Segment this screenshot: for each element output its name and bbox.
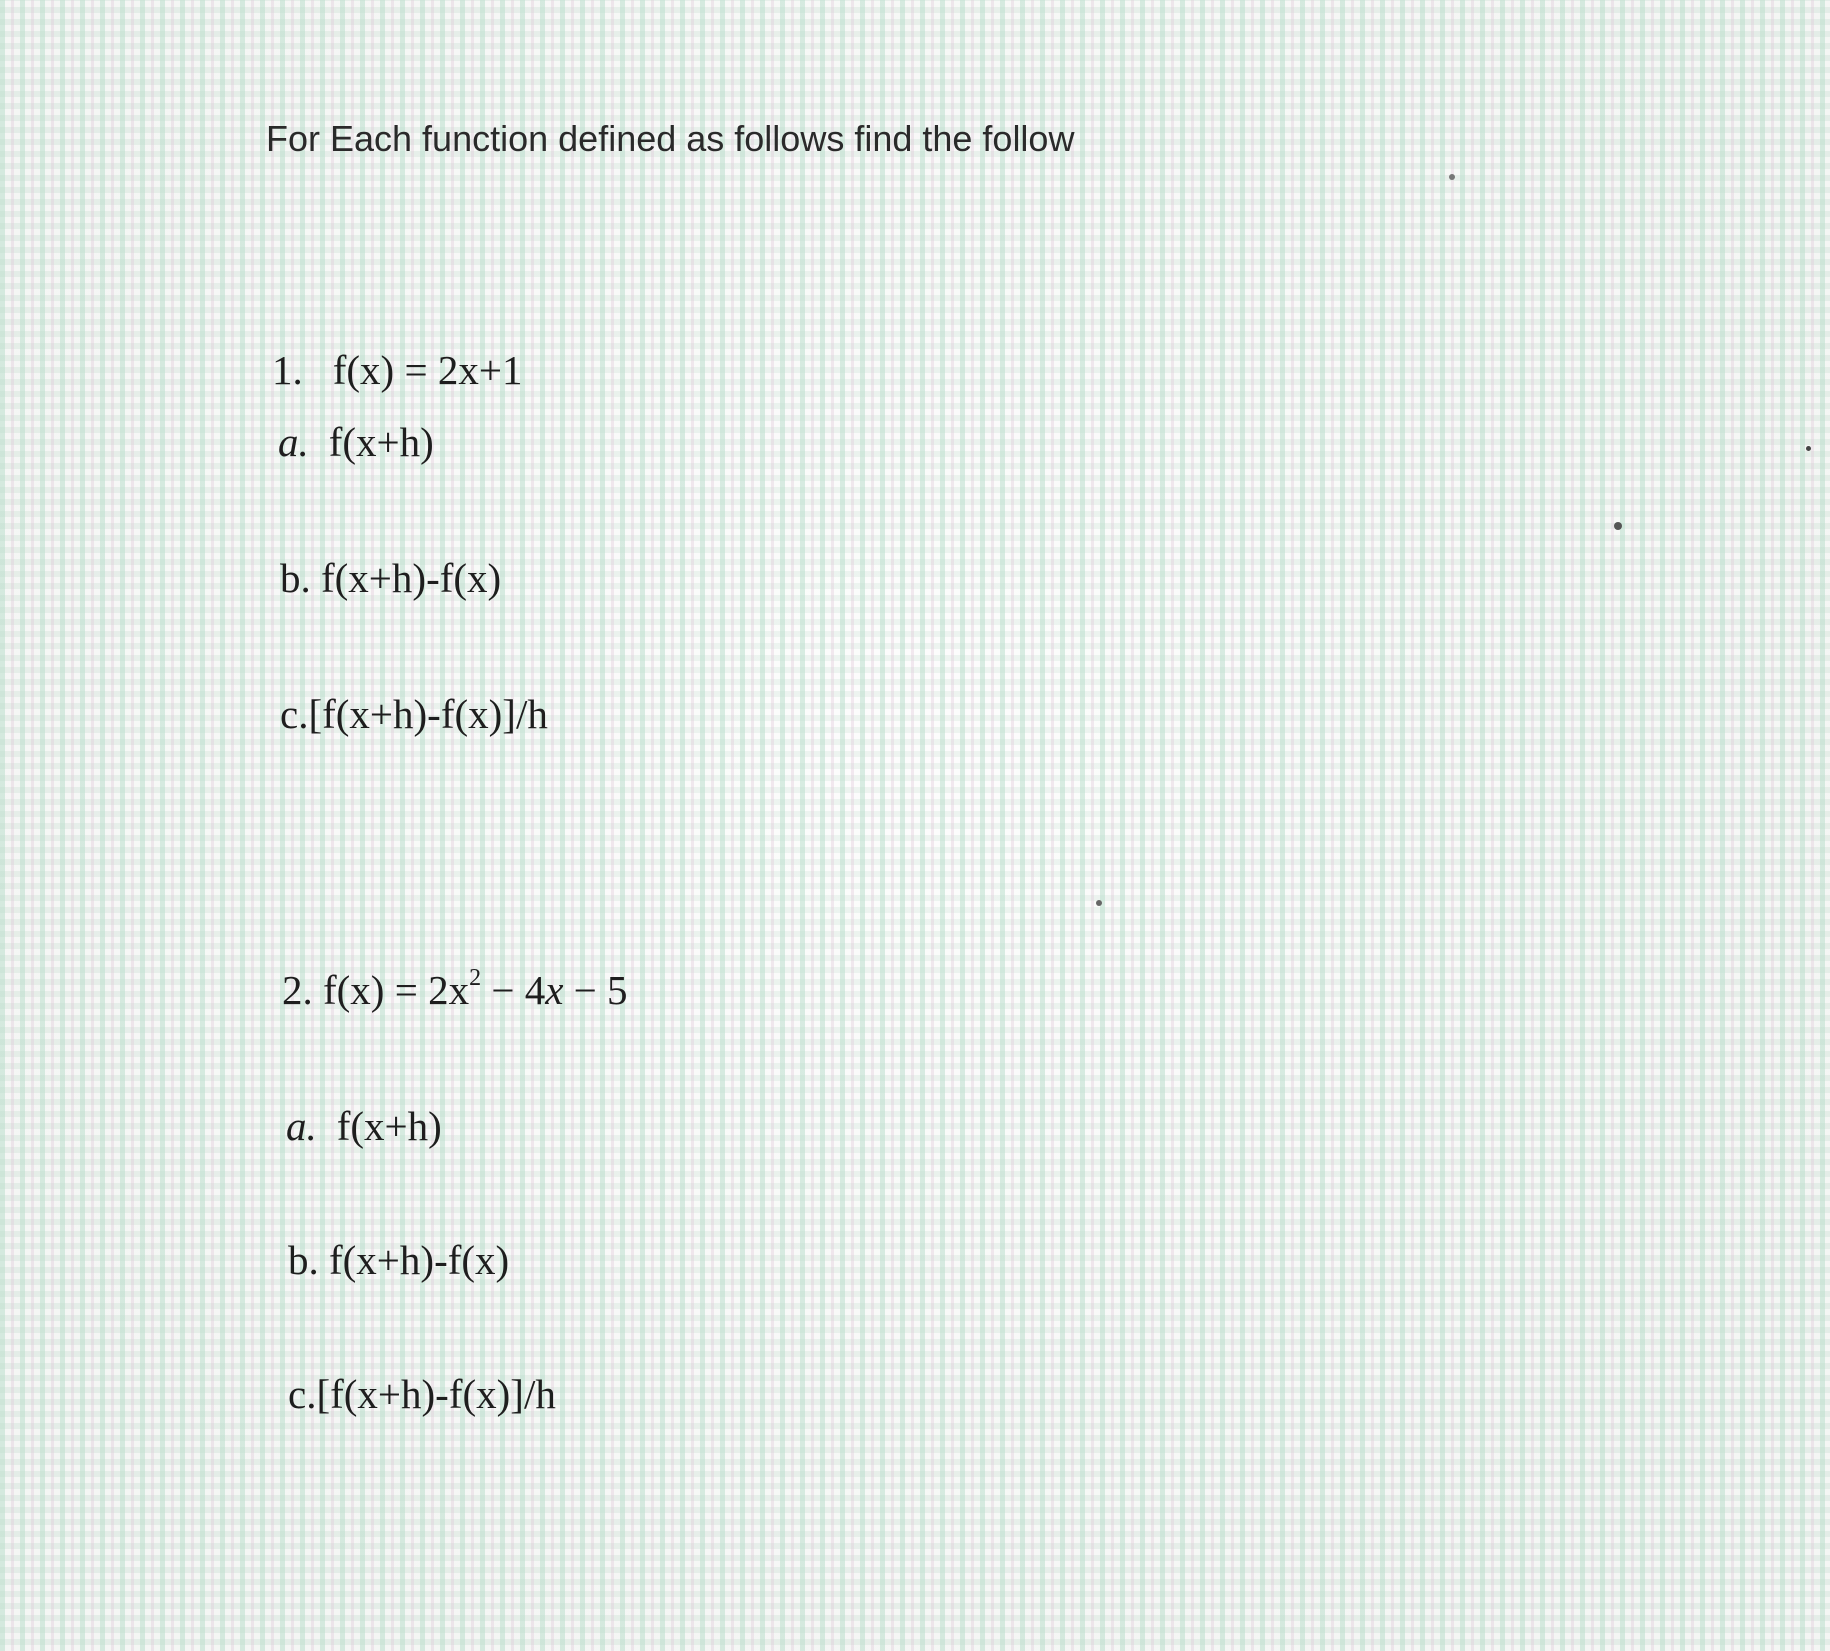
screen-speck bbox=[1614, 522, 1622, 530]
problem-2-part-b: b. f(x+h)-f(x) bbox=[288, 1237, 510, 1283]
problem-2-part-c: c.[f(x+h)-f(x)]/h bbox=[288, 1371, 556, 1417]
problem-2-exponent: 2 bbox=[469, 965, 482, 992]
screen-speck bbox=[1096, 900, 1102, 906]
part-a-expression: f(x+h) bbox=[336, 1103, 442, 1149]
problem-1-equation: f(x) = 2x+1 bbox=[332, 347, 523, 393]
problem-2-equation-rest: − 4 bbox=[481, 967, 546, 1013]
problem-1-part-c: c.[f(x+h)-f(x)]/h bbox=[280, 691, 548, 737]
part-a-label: a. bbox=[278, 419, 309, 465]
problem-2-part-a bbox=[286, 1102, 442, 1150]
problem-2-number: 2. bbox=[282, 967, 313, 1013]
problem-2-equation-lhs: f(x) = 2x bbox=[323, 967, 470, 1013]
part-a-label: a. bbox=[286, 1103, 317, 1149]
screen-speck bbox=[1806, 446, 1811, 451]
problem-1-part-b: b. f(x+h)-f(x) bbox=[280, 555, 502, 601]
problem-2-variable: x bbox=[545, 967, 564, 1013]
problem-2-function bbox=[282, 966, 628, 1014]
part-a-expression: f(x+h) bbox=[328, 419, 434, 465]
problem-1-function bbox=[272, 346, 522, 394]
instructions-heading: For Each function defined as follows find the follow bbox=[266, 118, 1075, 159]
problem-1-part-a bbox=[278, 418, 434, 466]
problem-1-number: 1. bbox=[272, 347, 303, 393]
problem-2-equation-tail: − 5 bbox=[563, 967, 628, 1013]
screen-speck bbox=[1449, 174, 1455, 180]
